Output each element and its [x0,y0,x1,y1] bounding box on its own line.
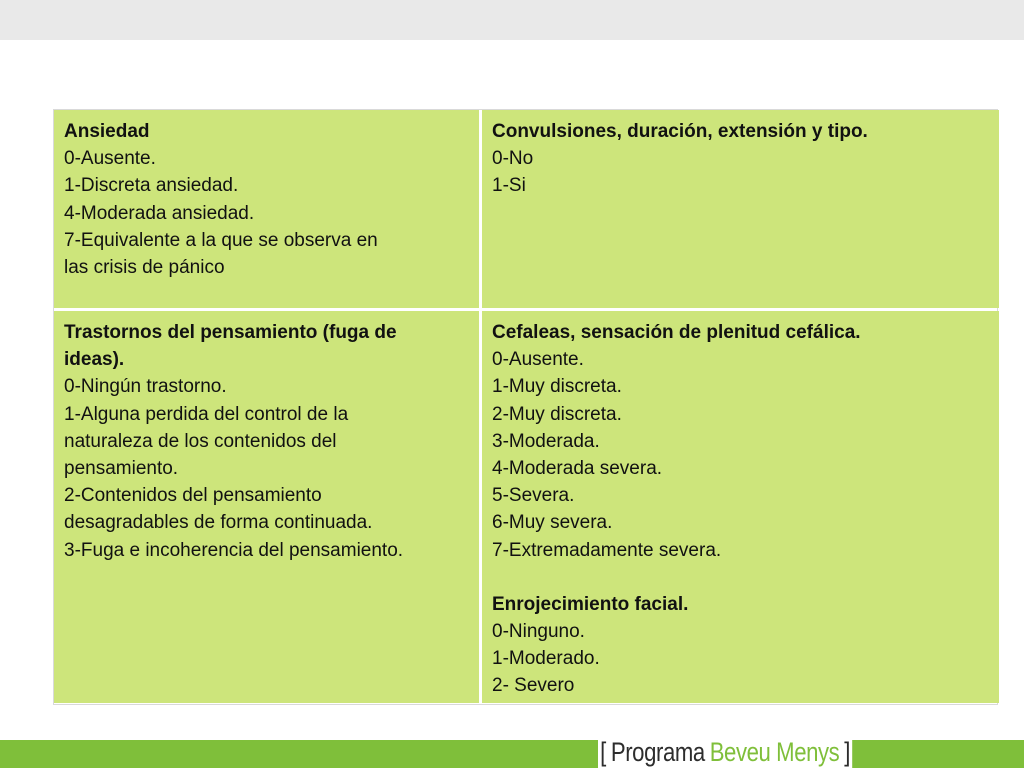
cell-line: 1-Alguna perdida del control de la [64,403,349,425]
cell-ansiedad [54,110,479,308]
cell-line: 1-Si [492,175,526,197]
cell-line: 2-Muy discreta. [492,403,622,425]
cell-title: Cefaleas, sensación de plenitud cefálica. [492,322,861,343]
bracket-open: [ [600,736,606,767]
cell-line: 3-Moderada. [492,430,600,452]
cell-subtitle: Enrojecimiento facial. [492,593,689,615]
cell-cefaleas [482,311,999,703]
cell-line: 1-Discreta ansiedad. [64,175,239,197]
bracket-close: ] [844,736,851,767]
cell-line: 2-Contenidos del pensamiento [64,485,322,507]
cell-line: desagradables de forma continuada. [64,512,373,534]
cell-line: 0-Ausente. [492,349,584,371]
cell-line: 3-Fuga e incoherencia del pensamiento. [64,539,404,561]
cell-line: 5-Severa. [492,485,575,507]
cell-line: 6-Muy severa. [492,512,613,534]
brand-word-programa: Programa [610,736,705,767]
footer-band [0,740,1024,768]
cell-line: 4-Moderada severa. [492,458,663,480]
cell-line: 2- Severo [492,675,575,697]
cell-line: 4-Moderada ansiedad. [64,202,255,224]
score-table [53,109,998,705]
cell-title: Trastornos del pensamiento (fuga de [64,322,397,343]
cell-line: 0-Ningún trastorno. [64,376,227,398]
cell-spacer [492,564,989,591]
cell-title: Convulsiones, duración, extensión y tipo. [492,121,868,142]
cell-line: pensamiento. [64,458,179,480]
cell-trastornos [54,311,479,703]
brand-logo [598,736,852,768]
cell-title-cont: ideas). [64,349,125,371]
cell-line: 1-Muy discreta. [492,376,622,398]
cell-convulsiones [482,110,999,308]
top-band [0,0,1024,40]
brand-word-beveu-menys: Beveu Menys [709,736,840,767]
cell-line: 0-Ausente. [64,148,156,170]
cell-line: 0-Ninguno. [492,621,585,643]
cell-title: Ansiedad [64,121,150,142]
cell-line: 0-No [492,148,534,170]
cell-line: naturaleza de los contenidos del [64,430,337,452]
cell-line: 7-Extremadamente severa. [492,539,722,561]
cell-line: las crisis de pánico [64,257,225,279]
cell-line: 1-Moderado. [492,648,600,670]
cell-line: 7-Equivalente a la que se observa en [64,229,378,251]
